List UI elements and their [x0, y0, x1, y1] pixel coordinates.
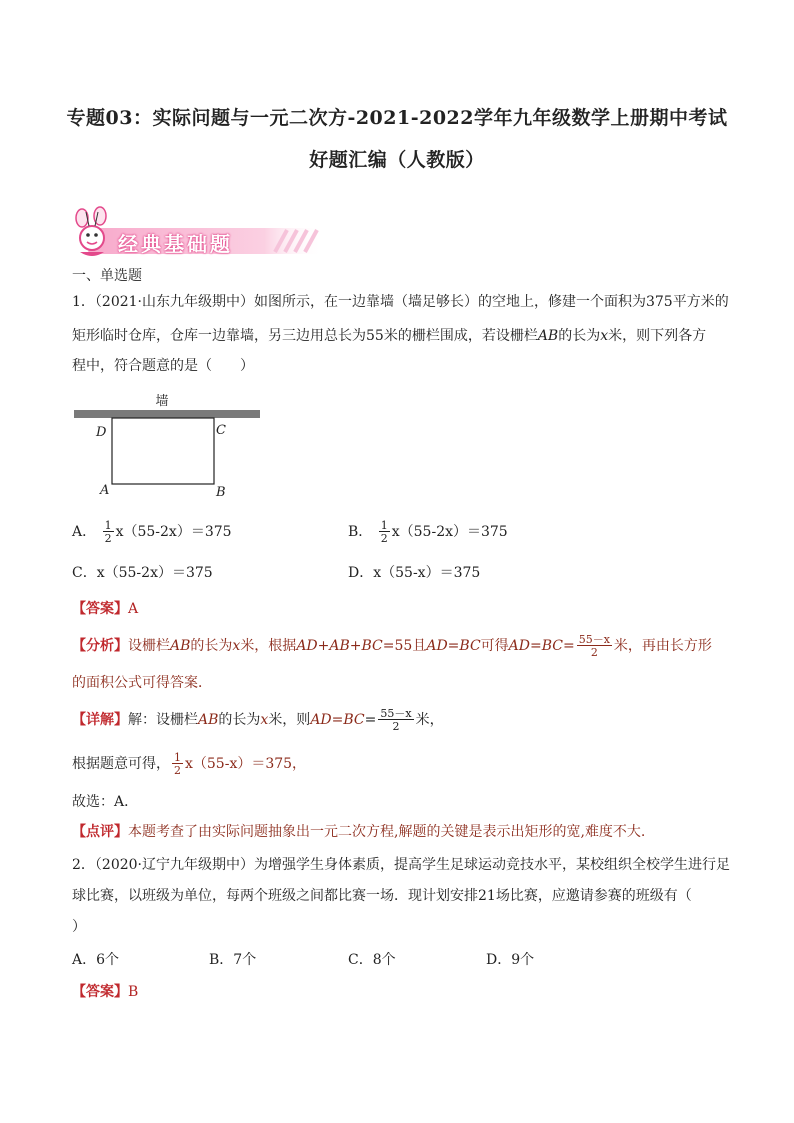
q2-line2: 球比赛，以班级为单位，每两个班级之间都比赛一场．现计划安排21场比赛，应邀请参赛的班级有（: [72, 888, 692, 904]
vertex-d: D: [96, 425, 107, 440]
text: =55且: [382, 638, 427, 654]
fence-rectangle: [112, 418, 214, 484]
section-heading: 一、单选题: [72, 268, 142, 284]
var: AD=BC: [426, 638, 481, 654]
fraction-num: 1: [104, 519, 112, 532]
q1-option-d: [348, 563, 480, 583]
q1-answer: [72, 599, 138, 619]
answer-tag: 【答案】: [72, 601, 128, 617]
q1-var-ab: AB: [537, 328, 559, 344]
option-label: B．: [348, 524, 373, 540]
q2-option-d: D．9个: [486, 952, 535, 968]
q2-option-a: A．6个: [72, 952, 120, 968]
vertex-c: C: [216, 423, 226, 438]
wall-label: 墙: [155, 394, 169, 409]
q1-line1: 1．（2021·山东九年级期中）如图所示，在一边靠墙（墙足够长）的空地上，修建一个面积为375平方米的: [72, 294, 729, 310]
q1-text: 的长为: [558, 328, 601, 344]
q1-text: 矩形临时仓库，仓库一边靠墙，另三边用总长为55米的栅栏围成，若设栅栏: [72, 328, 538, 344]
q1-comment: [72, 822, 645, 842]
text: 解：设栅栏: [128, 712, 198, 728]
text: 根据题意可得，: [72, 756, 170, 772]
detail-tag: 【详解】: [72, 712, 128, 728]
fraction-num: 1: [174, 751, 181, 764]
option-expr: x（55-2x）＝375: [391, 524, 508, 540]
comment-text: 本题考查了由实际问题抽象出一元二次方程,解题的关键是表示出矩形的宽,难度不大.: [128, 824, 646, 840]
fraction-den: 2: [104, 532, 112, 545]
q2-option-c: C．8个: [348, 952, 396, 968]
q1-option-c: [72, 563, 213, 583]
fraction-den: 2: [174, 764, 181, 777]
var: AB: [170, 638, 191, 654]
text: 米，再由长方形: [613, 638, 712, 654]
option-label: A．: [72, 524, 97, 540]
var: AB: [198, 712, 219, 728]
text: 的长为: [218, 712, 261, 728]
fraction: [378, 708, 413, 732]
q1-line2: [72, 326, 706, 346]
vertex-b: B: [216, 485, 226, 500]
vertex-a: A: [100, 483, 110, 498]
q1-detail: [72, 708, 444, 732]
text: 设栅栏: [128, 638, 170, 654]
q2-option-b: B．7个: [209, 952, 257, 968]
var: AD=BC: [508, 638, 563, 654]
var: x: [232, 638, 241, 654]
fraction-num: 55－x: [380, 707, 412, 720]
option-label: D．: [348, 565, 374, 581]
q1-line3: 程中，符合题意的是（ ）: [72, 358, 254, 374]
q1-analysis: [72, 634, 712, 658]
section-banner: [70, 206, 330, 262]
answer-value: B: [128, 984, 139, 1000]
q1-option-b: [348, 520, 508, 544]
fraction-num: 55－x: [578, 633, 610, 646]
banner-label: 经典基础题: [118, 232, 233, 256]
option-expr: x（55-2x）＝375: [115, 524, 232, 540]
q1-text: 米，则下列各方: [608, 328, 707, 344]
text: 米，则: [268, 712, 311, 728]
analysis-tag: 【分析】: [72, 638, 128, 654]
text: 的长为: [190, 638, 233, 654]
q1-analysis-line2: 的面积公式可得答案．: [72, 675, 212, 691]
option-label: C．: [72, 565, 97, 581]
option-expr: x（55-2x）＝375: [96, 565, 213, 581]
answer-value: A: [128, 601, 139, 617]
text: x（55-x）＝375，: [185, 756, 307, 772]
q1-var-x: x: [600, 328, 609, 344]
q1-option-a: [72, 520, 232, 544]
fraction: [172, 752, 183, 776]
q2-answer: [72, 982, 138, 1002]
fraction: [103, 520, 114, 544]
wall-bar: [74, 410, 260, 418]
doc-title-line1: 专题03：实际问题与一元二次方-2021-2022学年九年级数学上册期中考试: [66, 107, 728, 129]
doc-title-line2: 好题汇编（人教版）: [309, 149, 485, 171]
fraction-den: 2: [380, 532, 388, 545]
q2-line3: ）: [72, 919, 86, 935]
var: AD=BC: [310, 712, 365, 728]
text: =: [364, 712, 377, 728]
q1-choose: 故选：A．: [72, 794, 139, 810]
fraction-den: 2: [378, 719, 413, 732]
comment-tag: 【点评】: [72, 824, 128, 840]
rectangle-wall-diagram: [72, 388, 272, 503]
option-expr: x（55-x）＝375: [373, 565, 481, 581]
fraction: [379, 520, 390, 544]
text: =: [562, 638, 575, 654]
q2-line1: 2．（2020·辽宁九年级期中）为增强学生身体素质，提高学生足球运动竞技水平，某校组织全校学生进行足: [72, 857, 730, 873]
fraction: [577, 634, 612, 658]
q1-detail-line2: [72, 752, 306, 776]
var: AD+AB+BC: [296, 638, 383, 654]
text: 米，: [415, 712, 444, 728]
answer-tag: 【答案】: [72, 984, 128, 1000]
fraction-den: 2: [577, 645, 612, 658]
text: 米，根据: [240, 638, 297, 654]
text: 可得: [480, 638, 509, 654]
var: x: [260, 712, 269, 728]
fraction-num: 1: [380, 519, 388, 532]
